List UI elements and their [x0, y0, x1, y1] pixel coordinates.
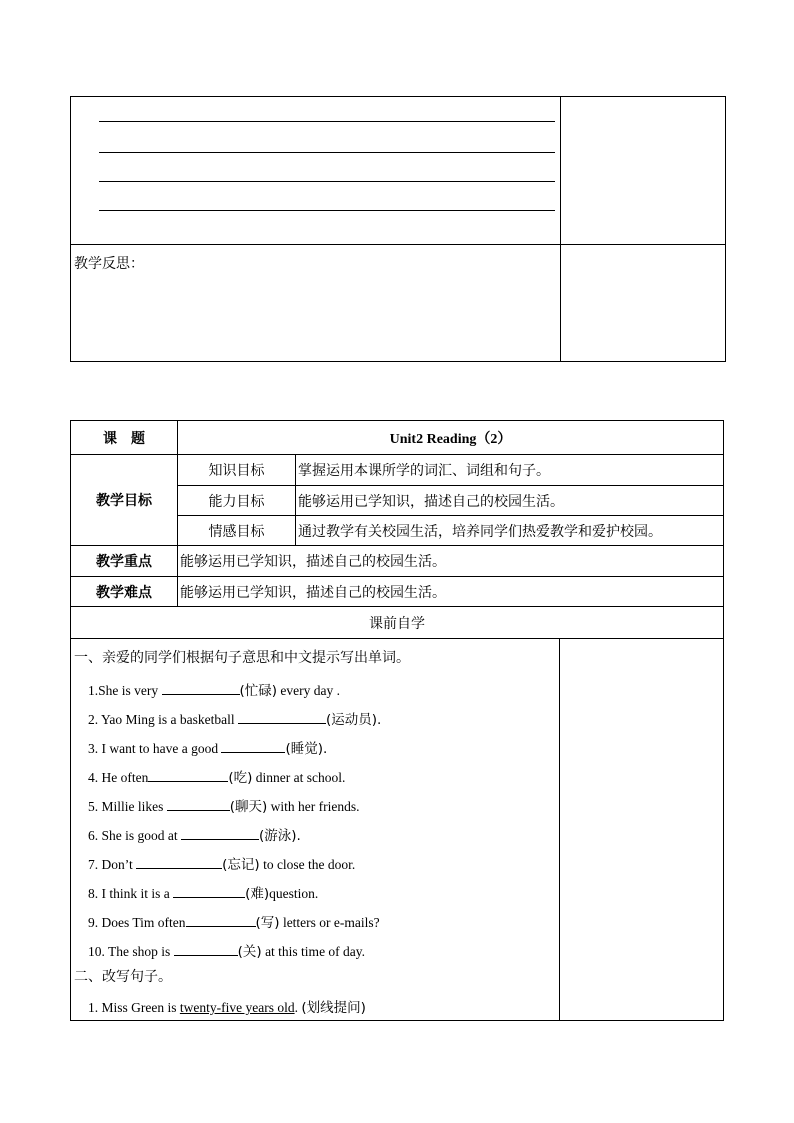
- answer-blank[interactable]: [148, 769, 228, 782]
- writing-lines-cell: [71, 97, 561, 245]
- goal-content: 通过教学有关校园生活，培养同学们热爱教学和爱护校园。: [296, 516, 724, 546]
- writing-line: [99, 181, 555, 182]
- side-note-cell: [561, 97, 726, 245]
- exercise-item: 5. Millie likes (聊天) with her friends.: [88, 799, 360, 815]
- difficulty-value: 能够运用已学知识，描述自己的校园生活。: [178, 577, 724, 607]
- exercise-item: 3. I want to have a good (睡觉).: [88, 741, 328, 757]
- writing-line: [99, 152, 555, 153]
- answer-blank[interactable]: [167, 798, 230, 811]
- underlined-phrase: twenty-five years old: [179, 1000, 295, 1015]
- reflection-label: 教学反思：: [74, 256, 144, 272]
- exercise-item: 1. Miss Green is twenty-five years old. (划线提问): [88, 1000, 366, 1016]
- exercise-item: 7. Don’t (忘记) to close the door.: [88, 857, 356, 873]
- key-point-label: 教学重点: [71, 546, 178, 577]
- goal-type: 情感目标: [178, 516, 296, 546]
- difficulty-label: 教学难点: [71, 577, 178, 607]
- answer-blank[interactable]: [186, 914, 256, 927]
- writing-line: [99, 121, 555, 122]
- goals-label: 教学目标: [71, 455, 178, 546]
- section1-title: 一、亲爱的同学们根据句子意思和中文提示写出单词。: [74, 650, 410, 666]
- top-table: [70, 96, 726, 362]
- section2-title: 二、改写句子。: [74, 969, 172, 985]
- exercise-item: 9. Does Tim often (写) letters or e-mails?: [88, 915, 380, 931]
- exercise-item: 4. He often (吃) dinner at school.: [88, 770, 346, 786]
- exercise-item: 1.She is very (忙碌) every day .: [88, 683, 341, 699]
- topic-value: Unit2 Reading（2）: [178, 421, 724, 455]
- reflection-cell: [71, 245, 561, 362]
- goal-content: 能够运用已学知识，描述自己的校园生活。: [296, 486, 724, 516]
- exercise-item: 6. She is good at (游泳).: [88, 828, 301, 844]
- answer-blank[interactable]: [136, 856, 222, 869]
- exercise-item: 10. The shop is (关) at this time of day.: [88, 944, 366, 960]
- exercise-cell: [71, 639, 560, 1021]
- answer-blank[interactable]: [173, 885, 245, 898]
- answer-blank[interactable]: [238, 711, 326, 724]
- writing-line: [99, 210, 555, 211]
- answer-blank[interactable]: [174, 943, 238, 956]
- preview-label: 课前自学: [71, 607, 724, 639]
- answer-blank[interactable]: [162, 682, 240, 695]
- answer-blank[interactable]: [181, 827, 259, 840]
- exercise-item: 8. I think it is a (难)question.: [88, 886, 319, 902]
- key-point-value: 能够运用已学知识，描述自己的校园生活。: [178, 546, 724, 577]
- answer-blank[interactable]: [221, 740, 285, 753]
- side-note-cell: [561, 245, 726, 362]
- lesson-plan-table: [70, 420, 724, 1021]
- side-note-cell: [560, 639, 724, 1021]
- exercise-item: 2. Yao Ming is a basketball (运动员).: [88, 712, 382, 728]
- goal-type: 知识目标: [178, 455, 296, 486]
- topic-label: 课 题: [71, 421, 178, 455]
- goal-content: 掌握运用本课所学的词汇、词组和句子。: [296, 455, 724, 486]
- goal-type: 能力目标: [178, 486, 296, 516]
